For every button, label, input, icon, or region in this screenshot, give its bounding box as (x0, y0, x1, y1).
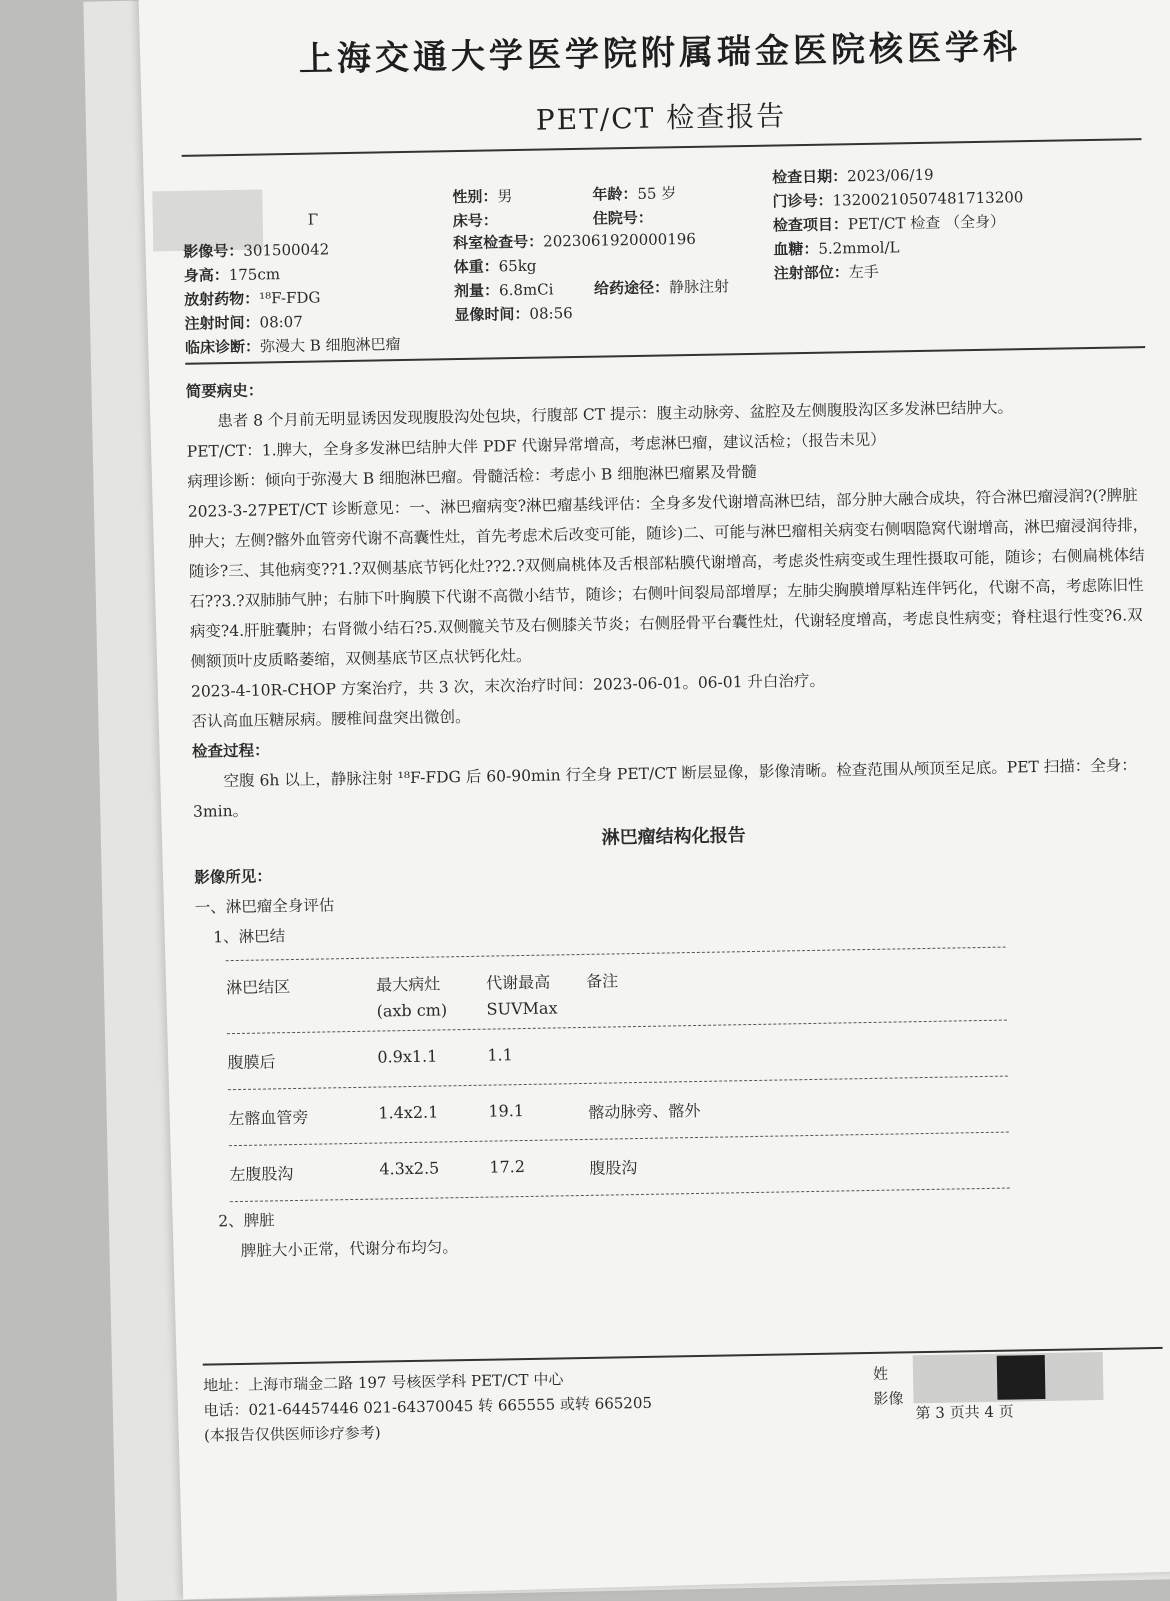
age-field: 年龄：55 岁 (592, 184, 677, 204)
report-page (180, 17, 1161, 1445)
footer-note: (本报告仅供医师诊疗参考) (203, 1423, 381, 1445)
route-field: 给药途径：静脉注射 (593, 277, 730, 298)
history-p2: PET/CT：1.脾大，全身多发淋巴结肿大伴 PDF 代谢异常增高，考虑淋巴瘤，建议活检；（报告未见） (186, 430, 886, 461)
subsection-spleen: 2、脾脏 (218, 1211, 275, 1231)
site-field: 注射部位：左手 (773, 262, 879, 283)
dept-no-field: 科室检查号：2023061920000196 (453, 229, 697, 253)
hospital-name: 上海交通大学医学院附属瑞金医院核医学科 (298, 27, 1022, 80)
table-row: 左腹股沟 4.3x2.5 17.2 腹股沟 (229, 1157, 638, 1185)
table-row: 左髂血管旁 1.4x2.1 19.1 髂动脉旁、髂外 (228, 1100, 701, 1129)
inpatient-field: 住院号： (592, 208, 653, 228)
exam-date-field: 检查日期：2023/06/19 (771, 165, 934, 187)
name-fragment: Γ (307, 210, 319, 229)
findings-section (194, 846, 1155, 953)
image-no-field: 影像号：301500042 (183, 240, 330, 261)
page-number: 第 3 页共 4 页 (915, 1402, 1014, 1423)
dose-field: 剂量：6.8mCi (453, 280, 554, 301)
history-p6: 否认高血压糖尿病。腰椎间盘突出微创。 (191, 707, 471, 731)
history-p4: 2023-3-27PET/CT 诊断意见：一、淋巴瘤病变?淋巴瘤基线评估：全身多发代谢增高淋巴结，部分肿大融合成块，符合淋巴瘤浸润?(?脾脏肿大；左侧?髂外血管旁代谢不高囊性灶，首先考虑术后改变可能，随诊)二、可能与淋巴瘤相关病变右侧咽隐窝代谢增高，淋巴瘤浸润待排，随诊?三、其他病变??1.?双侧基底节钙化灶??2.?双侧扁桃体及舌根部粘膜代谢增高，考虑炎性病变或生理性摄取可能，随诊；右侧扁桃体结石??3.?双肺肺气肿；右肺下叶胸膜下代谢不高微小结节，随诊；右侧叶间裂局部增厚；左肺尖胸膜增厚粘连伴钙化，代谢不高，考虑陈旧性病变?4.肝脏囊肿；右肾微小结石?5.双侧髋关节及右侧膝关节炎；右侧胫骨平台囊性灶，代谢轻度增高，考虑良性病变；脊柱退行性变?6.双侧额顶叶皮质略萎缩，双侧基底节区点状钙化灶。 (187, 486, 1149, 671)
inject-time-field: 注射时间：08:07 (184, 312, 303, 333)
footer-patient: 姓 影像 (872, 1364, 904, 1408)
footer-phone: 电话：021-64457446 021-64370045 转 665555 或转 665205 (203, 1393, 653, 1420)
redacted-dark-block (997, 1355, 1046, 1400)
footer (203, 1347, 1164, 1449)
history-p1: 患者 8 个月前无明显诱因发现腹股沟处包块，行腹部 CT 提示：腹主动脉旁、盆腔及左侧腹股沟区多发淋巴结肿大。 (217, 398, 1014, 431)
bed-field: 床号： (452, 211, 498, 231)
structured-report-title: 淋巴瘤结构化报告 (601, 825, 746, 849)
table-header: 淋巴结区 最大病灶 代谢最高 备注 (axb cm) SUVMax (226, 971, 619, 1021)
height-field: 身高：175cm (183, 265, 281, 285)
history-p3: 病理诊断：倾向于弥漫大 B 细胞淋巴瘤。骨髓活检：考虑小 B 细胞淋巴瘤累及骨髓 (187, 462, 757, 491)
history-section (186, 360, 1154, 827)
patient-info (182, 154, 1145, 357)
glucose-field: 血糖：5.2mmol/L (773, 238, 900, 259)
exam-item-field: 检查项目：PET/CT 检查 （全身） (772, 212, 1006, 235)
report-sheet (138, 0, 1170, 1599)
subsection-lymph-nodes: 1、淋巴结 (213, 927, 286, 947)
weight-field: 体重：65kg (453, 256, 537, 277)
spleen-text: 脾脏大小正常，代谢分布均匀。 (240, 1238, 458, 1260)
footer-address: 地址：上海市瑞金二路 197 号核医学科 PET/CT 中心 (202, 1370, 564, 1395)
gender-field: 性别：男 (452, 187, 513, 207)
diagnosis-field: 临床诊断：弥漫大 B 细胞淋巴瘤 (184, 335, 401, 357)
drug-field: 放射药物：¹⁸F-FDG (184, 288, 321, 309)
history-heading: 简要病史： (185, 381, 264, 401)
section-1: 一、淋巴瘤全身评估 (194, 896, 335, 917)
image-time-field: 显像时间：08:56 (454, 304, 573, 325)
lymph-node-table (226, 947, 1010, 1203)
table-row: 腹膜后 0.9x1.1 1.1 (227, 1045, 514, 1073)
findings-heading: 影像所见： (194, 867, 272, 887)
spleen-section (200, 1190, 1161, 1267)
history-p5: 2023-4-10R-CHOP 方案治疗，共 3 次，末次治疗时间：2023-06-01。06-01 升白治疗。 (190, 671, 826, 701)
clinic-no-field: 门诊号：13200210507481713200 (772, 188, 1024, 211)
procedure-heading: 检查过程： (191, 741, 270, 761)
report-title: PET/CT 检查报告 (535, 99, 787, 137)
procedure-text: 空腹 6h 以上，静脉注射 ¹⁸F-FDG 后 60-90min 行全身 PET/CT 断层显像，影像清晰。检查范围从颅顶至足底。PET 扫描：全身：3min。 (192, 756, 1137, 821)
